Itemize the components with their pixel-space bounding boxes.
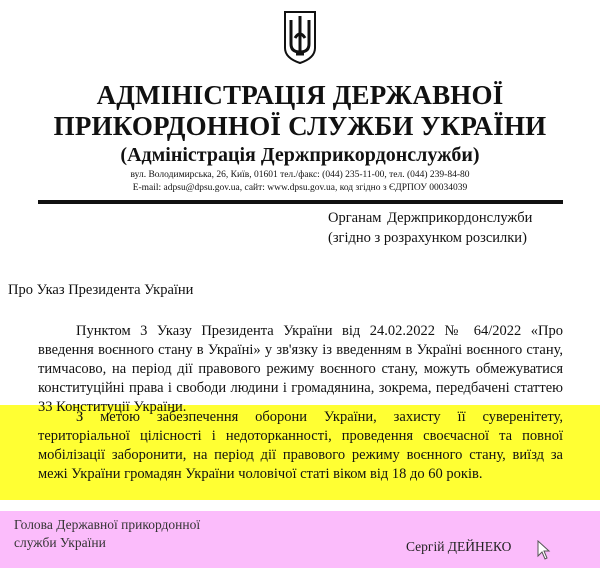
coat-of-arms-trident-icon [283,8,317,64]
body-paragraph-1: Пунктом 3 Указу Президента України від 24.02.2022 № 64/2022 «Про введення воєнного стану в Україні» у зв'язку із введенням в Україні воєнного стану, тимчасово, на період дії правового режиму воєнного стану, можуть обмежуватися конституційні права і свободи людини і громадянина, зокрема, передбачені статтею 33 Конституції України. [38,323,563,415]
org-subtitle: (Адміністрація Держприкордонслужби) [120,144,480,166]
body-paragraph-2: З метою забезпечення оборони України, захисту її суверенітету, територіальної цілісності і недоторканності, проведення своєчасної та повної мобілізації заборонити, на період дії правового режиму воєнного стану, виїзд за межі України громадян України чоловічої статі віком від 18 до 60 років. [38,409,563,482]
signatory-name: Сергій ДЕЙНЕКО [406,539,512,554]
signatory-position-line1: Голова Державної прикордонної [14,517,201,532]
org-title-line2: ПРИКОРДОННОЇ СЛУЖБИ УКРАЇНИ [53,111,547,141]
recipient-line2: (згідно з розрахунком розсилки) [328,230,527,246]
recipient-line1: Органам Держприкордонслужби [328,210,533,226]
mouse-cursor-icon [537,540,551,560]
contact-line: E-mail: adpsu@dpsu.gov.ua, сайт: www.dpsu.gov.ua, код згідно з ЄДРПОУ 00034039 [132,183,468,193]
signatory-position-line2: служби України [14,535,106,550]
subject-line: Про Указ Президента України [8,282,194,298]
address-line: вул. Володимирська, 26, Київ, 01601 тел./факс: (044) 235-11-00, тел. (044) 239-84-80 [130,170,470,180]
header-divider [38,200,563,204]
org-title-line1: АДМІНІСТРАЦІЯ ДЕРЖАВНОЇ [96,80,504,110]
